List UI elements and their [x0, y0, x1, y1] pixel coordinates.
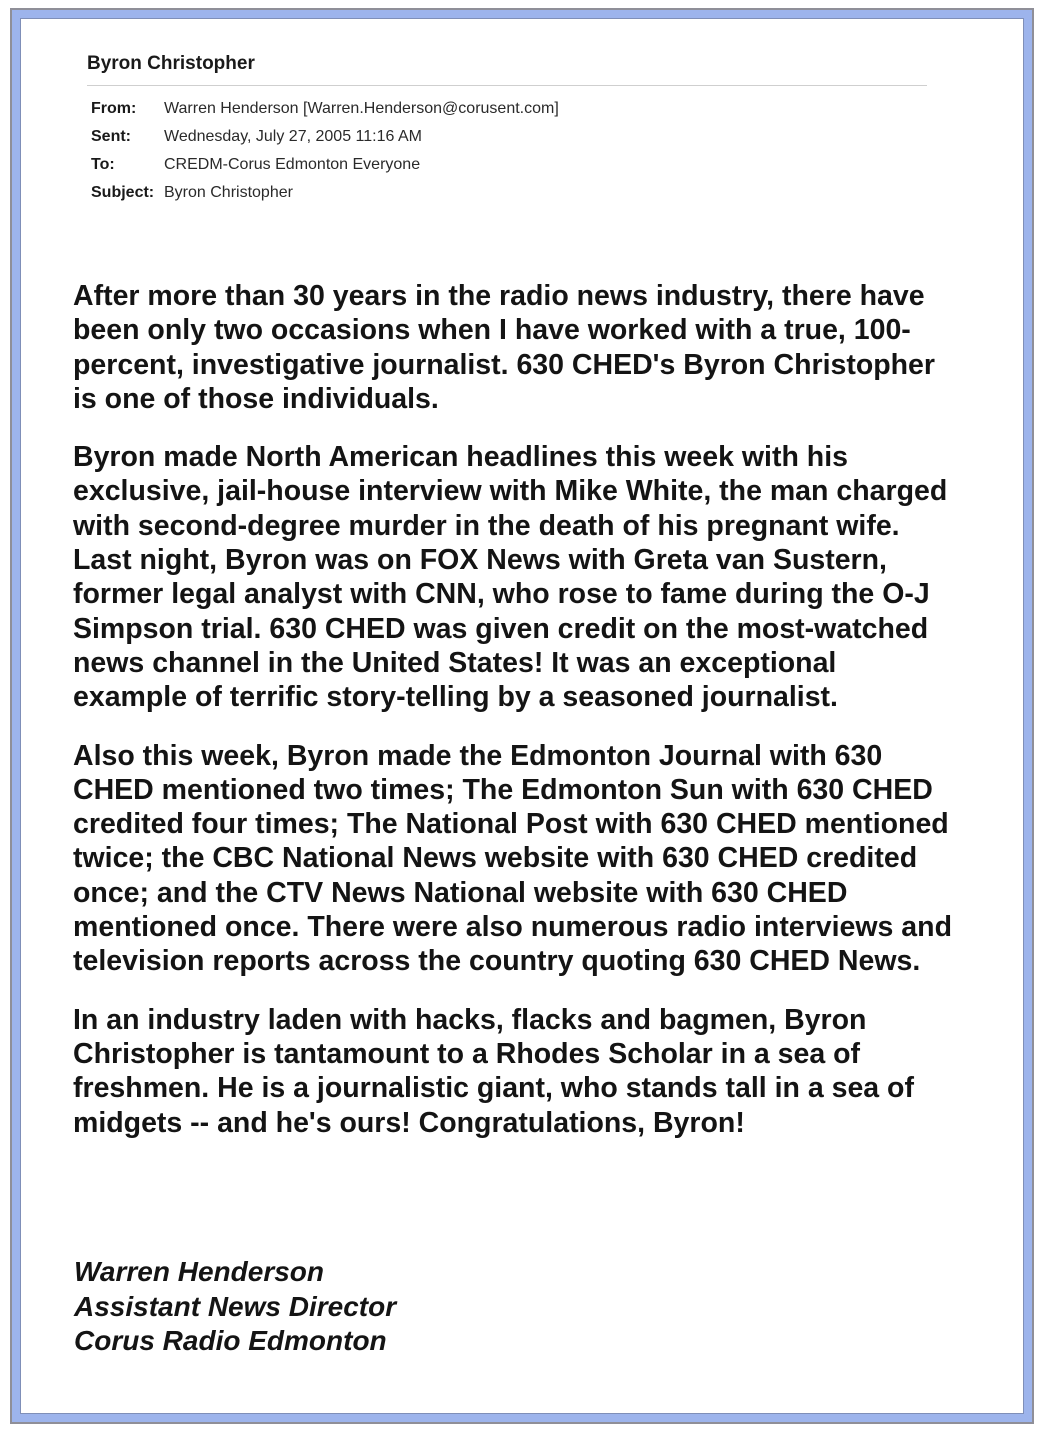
header-row-sent — [91, 128, 559, 156]
header-label-sent: Sent: — [91, 128, 131, 145]
header-label-subject: Subject: — [91, 184, 155, 201]
email-headers — [91, 100, 559, 212]
header-row-from — [91, 100, 559, 128]
body-paragraph-4: In an industry laden with hacks, flacks and bagmen, Byron Christopher is tantamount to a Rhodes Scholar in a sea of freshmen. He is a journalistic giant, who stands tall in a sea of midgets -- and he's ours! Congratulations, Byron! — [73, 1003, 914, 1139]
header-row-subject — [91, 184, 559, 212]
body-paragraph-2: Byron made North American headlines this week with his exclusive, jail-house interview with Mike White, the man charged with second-degree murder in the death of his pregnant wife. Last night, Byron was on FOX News with Greta van Sustern, former legal analyst with CNN, who rose to fame during the O-J Simpson trial. 630 CHED was given credit on the most-watched news channel in the United States! It was an exceptional example of terrific story-telling by a seasoned journalist. — [73, 441, 948, 714]
sender-name-heading: Byron Christopher — [87, 53, 255, 74]
header-label-to: To: — [91, 156, 115, 173]
signature-organization: Corus Radio Edmonton — [74, 1325, 387, 1356]
signature-block — [74, 1255, 396, 1359]
signature-name: Warren Henderson — [74, 1256, 324, 1287]
header-value-sent: Wednesday, July 27, 2005 11:16 AM — [164, 128, 422, 145]
body-paragraph-3: Also this week, Byron made the Edmonton Journal with 630 CHED mentioned two times; The Edmonton Sun with 630 CHED credited four times; The National Post with 630 CHED mentioned twice; the CBC National News website with 630 CHED credited once; and the CTV News National website with 630 CHED mentioned once. There were also numerous radio interviews and television reports across the country quoting 630 CHED News. — [73, 739, 952, 978]
document-sheet — [20, 18, 1024, 1414]
header-value-subject: Byron Christopher — [164, 184, 293, 201]
body-paragraph-1: After more than 30 years in the radio news industry, there have been only two occasions when I have worked with a true, 100-percent, investigative journalist. 630 CHED's Byron Christopher is one of those individuals. — [73, 280, 935, 415]
printed-email — [21, 19, 1023, 1413]
header-value-from: Warren Henderson [Warren.Henderson@corusent.com] — [164, 100, 559, 117]
email-body — [73, 279, 953, 1164]
header-value-to: CREDM-Corus Edmonton Everyone — [164, 156, 421, 173]
header-divider — [87, 85, 927, 86]
page-frame — [10, 8, 1034, 1424]
header-row-to — [91, 156, 559, 184]
header-label-from: From: — [91, 100, 137, 117]
signature-title: Assistant News Director — [74, 1290, 397, 1322]
